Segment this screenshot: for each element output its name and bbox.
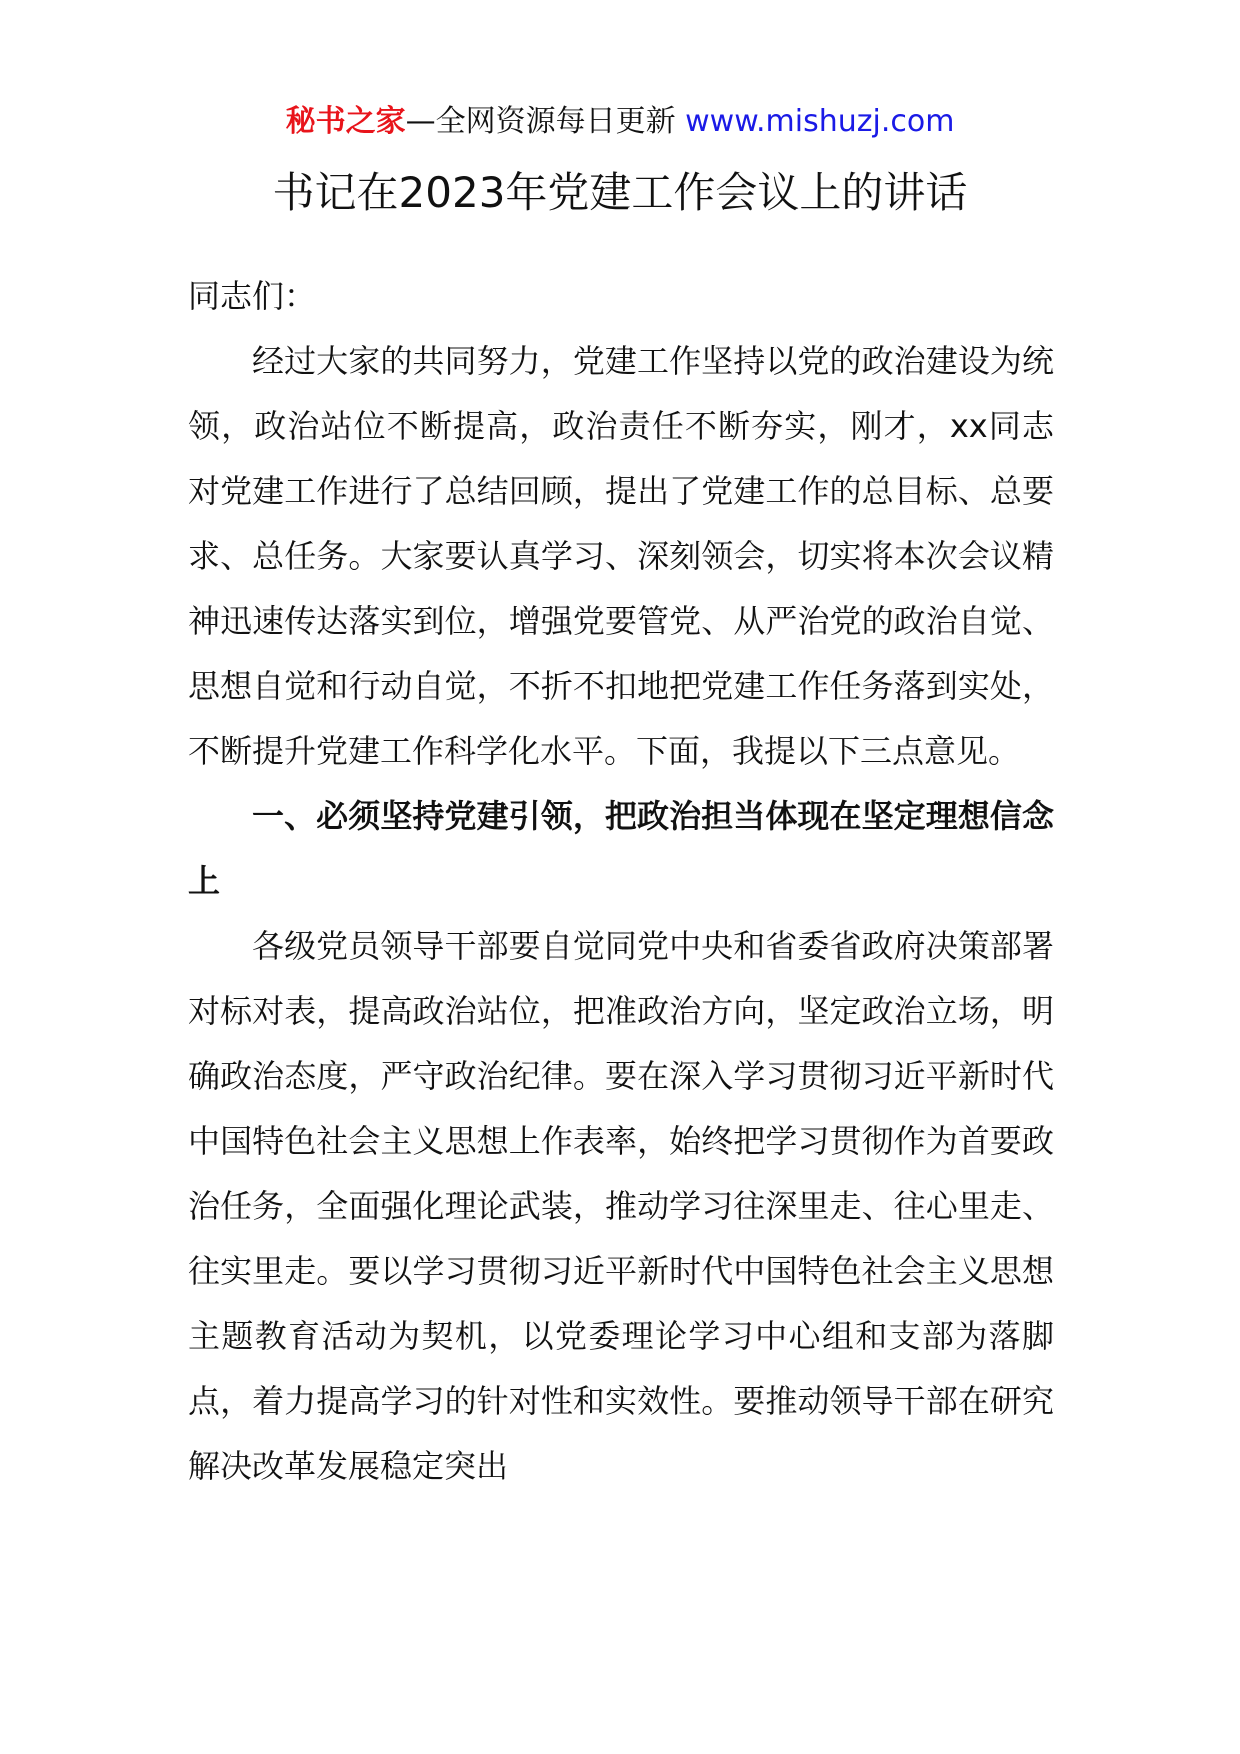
header-slogan: —全网资源每日更新: [405, 104, 676, 139]
salutation: 同志们：: [188, 277, 317, 315]
intro-paragraph: 经过大家的共同努力，党建工作坚持以党的政治建设为统领，政治站位不断提高，政治责任不断夯实，刚才，xx同志对党建工作进行了总结回顾，提出了党建工作的总目标、总要求、总任务。大家要认真学习、深刻领会，切实将本次会议精神迅速传达落实到位，增强党要管党、从严治党的政治自觉、思想自觉和行动自觉，不折不扣地把党建工作任务落到实处，不断提升党建工作科学化水平。下面，我提以下三点意见。: [188, 342, 1054, 770]
section-paragraph-1: 各级党员领导干部要自觉同党中央和省委省政府决策部署对标对表，提高政治站位，把准政治方向，坚定政治立场，明确政治态度，严守政治纪律。要在深入学习贯彻习近平新时代中国特色社会主义思想上作表率，始终把学习贯彻作为首要政治任务，全面强化理论武装，推动学习往深里走、往心里走、往实里走。要以学习贯彻习近平新时代中国特色社会主义思想主题教育活动为契机，以党委理论学习中心组和支部为落脚点，着力提高学习的针对性和实效性。要推动领导干部在研究解决改革发展稳定突出: [188, 927, 1054, 1485]
brand-name: 秘书之家: [285, 104, 406, 139]
document-title: 书记在2023年党建工作会议上的讲话: [272, 168, 968, 217]
header-banner: [0, 100, 1240, 144]
section-heading-1: 一、必须坚持党建引领，把政治担当体现在坚定理想信念上: [188, 797, 1054, 900]
site-url-link[interactable]: www.mishuzj.com: [685, 104, 955, 139]
document-body: [188, 264, 1054, 1499]
